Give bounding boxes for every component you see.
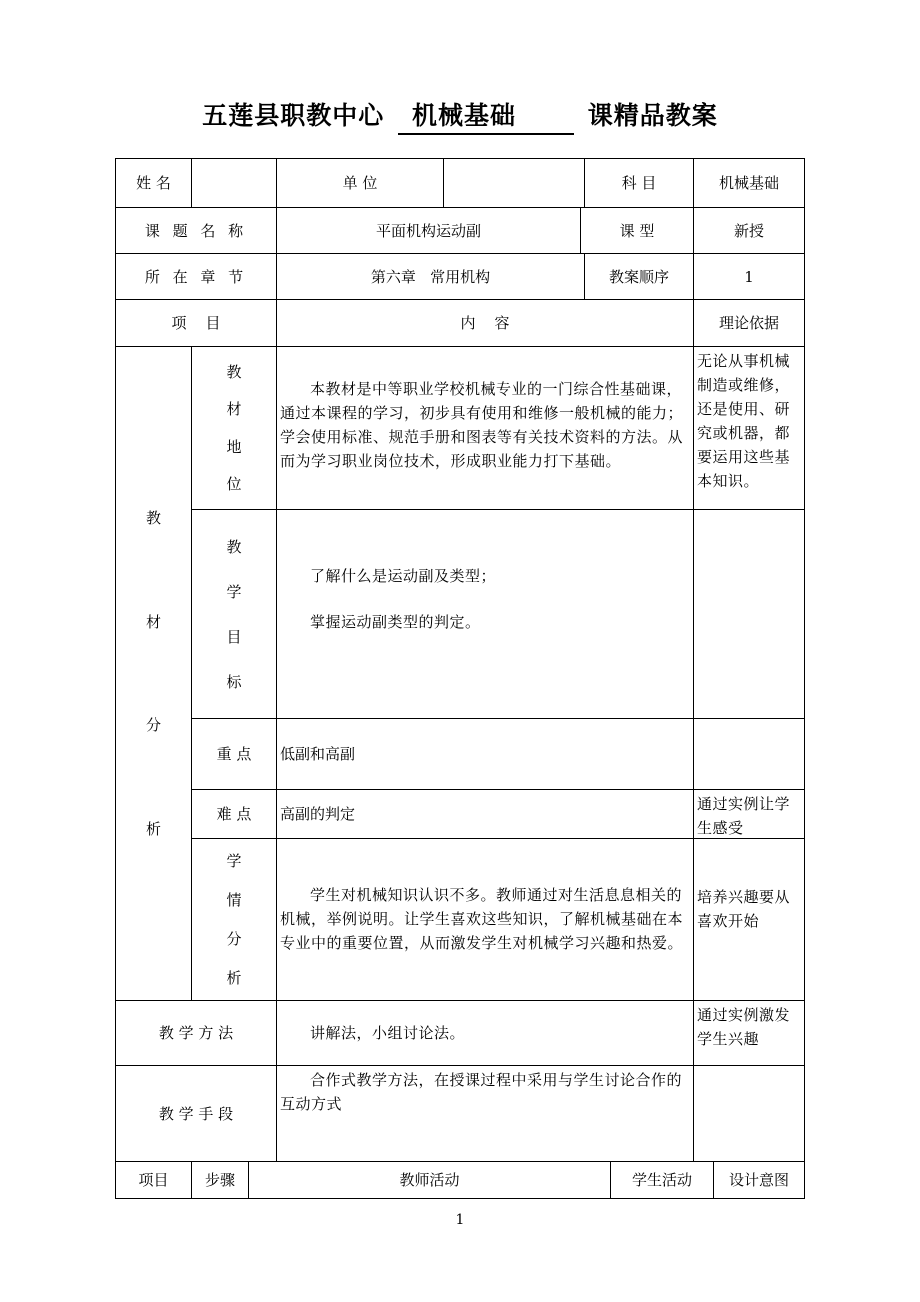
students-content: 学生对机械知识认识不多。教师通过对生活息息相关的机械，举例说明。让学生喜欢这些知识，了解机械基础在本专业中的重要位置，从而激发学生对机械学习兴趣和热爱。 <box>276 838 694 1001</box>
title-course: 机械基础 <box>398 96 574 135</box>
type-label: 课 型 <box>580 207 694 254</box>
unit-label: 单 位 <box>276 158 444 208</box>
topic-value: 平面机构运动副 <box>276 207 581 254</box>
type-value: 新授 <box>693 207 805 254</box>
name-label: 姓 名 <box>115 158 192 208</box>
students-label: 学 情 分 析 <box>191 838 277 1001</box>
means-label: 教 学 手 段 <box>115 1065 277 1162</box>
order-value: 1 <box>693 253 805 300</box>
column-content: 内 容 <box>276 299 694 347</box>
means-content: 合作式教学方法，在授课过程中采用与学生讨论合作的互动方式 <box>276 1065 694 1162</box>
process-student: 学生活动 <box>610 1161 714 1199</box>
name-value <box>191 158 277 208</box>
order-label: 教案顺序 <box>584 253 694 300</box>
method-label: 教 学 方 法 <box>115 1000 277 1066</box>
column-item: 项 目 <box>115 299 277 347</box>
position-basis: 无论从事机械制造或维修，还是使用、研究或机器，都要运用这些基本知识。 <box>693 346 805 510</box>
analysis-char: 析 <box>145 819 161 838</box>
method-basis: 通过实例激发学生兴趣 <box>693 1000 805 1066</box>
analysis-char: 教 <box>145 509 161 527</box>
title-suffix: 课精品教案 <box>587 101 718 130</box>
process-teacher: 教师活动 <box>248 1161 611 1199</box>
method-content: 讲解法，小组讨论法。 <box>276 1000 694 1066</box>
chapter-value: 第六章 常用机构 <box>276 253 585 300</box>
difficulty-basis: 通过实例让学生感受 <box>693 789 805 839</box>
goals-label: 教 学 目 标 <box>191 509 277 719</box>
analysis-char: 分 <box>145 716 161 735</box>
process-intent: 设计意图 <box>713 1161 805 1199</box>
subject-label: 科 目 <box>584 158 694 208</box>
difficulty-label: 难 点 <box>191 789 277 839</box>
process-item: 项目 <box>115 1161 192 1199</box>
topic-label: 课 题 名 称 <box>115 207 277 254</box>
subject-value: 机械基础 <box>693 158 805 208</box>
key-content: 低副和高副 <box>276 718 694 790</box>
goal-item: 了解什么是运动副及类型； <box>310 567 497 585</box>
goal-item: 掌握运动副类型的判定。 <box>310 613 481 631</box>
difficulty-content: 高副的判定 <box>276 789 694 839</box>
unit-value <box>443 158 585 208</box>
students-basis: 培养兴趣要从喜欢开始 <box>693 838 805 1001</box>
position-label: 教 材 地 位 <box>191 346 277 510</box>
key-label: 重 点 <box>191 718 277 790</box>
page-title <box>0 96 920 135</box>
column-basis: 理论依据 <box>693 299 805 347</box>
means-basis <box>693 1065 805 1162</box>
position-content: 本教材是中等职业学校机械专业的一门综合性基础课，通过本课程的学习，初步具有使用和维修一般机械的能力；学会使用标准、规范手册和图表等有关技术资料的方法。从而为学习职业岗位技术，形成职业能力打下基础。 <box>276 346 694 510</box>
key-basis <box>693 718 805 790</box>
goals-basis <box>693 509 805 719</box>
chapter-label: 所 在 章 节 <box>115 253 277 300</box>
analysis-char: 材 <box>145 612 161 631</box>
title-prefix: 五莲县职教中心 <box>202 101 385 130</box>
goals-content <box>276 509 694 719</box>
page-number: 1 <box>455 1212 465 1228</box>
analysis-group-label <box>115 346 192 1001</box>
process-step: 步骤 <box>191 1161 249 1199</box>
